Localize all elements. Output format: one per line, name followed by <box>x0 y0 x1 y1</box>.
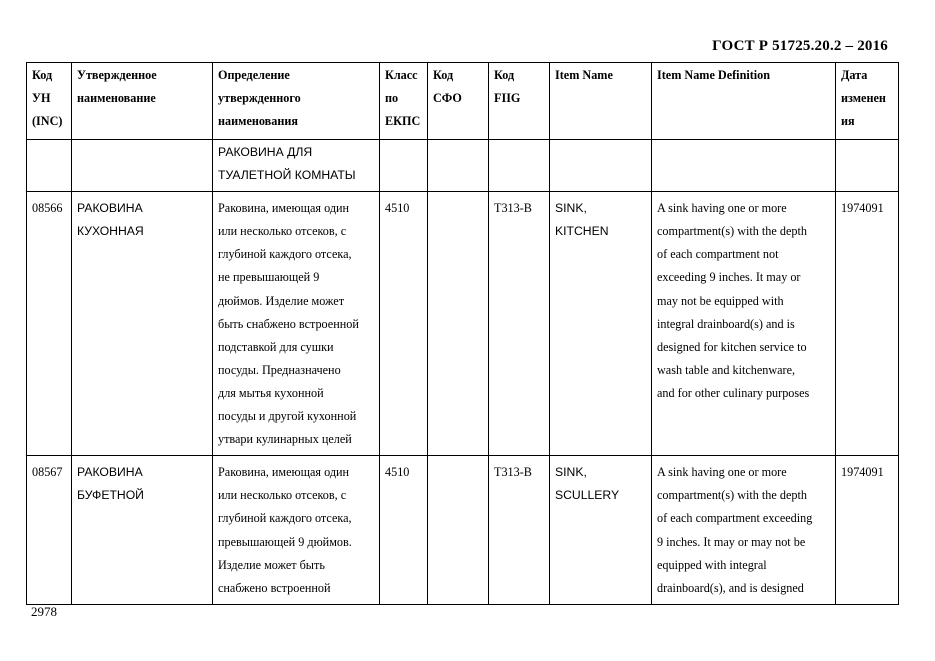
inc-code-cell: 08567 <box>27 456 72 605</box>
item-name-cell: SINK, SCULLERY <box>550 456 652 605</box>
table-header-row <box>27 63 899 140</box>
header-approved-name: Утвержденное наименование <box>72 63 213 140</box>
page-number: 2978 <box>31 604 57 619</box>
fiig-code-cell: T313-B <box>489 192 550 456</box>
header-item-name: Item Name <box>550 63 652 140</box>
table-cell <box>550 140 652 192</box>
header-inc-code: Код УН (INC) <box>27 63 72 140</box>
definition-cell: Раковина, имеющая один или несколько отсеков, с глубиной каждого отсека, не превышающей 9 дюймов. Изделие может быть снабжено встроенной подставкой для сушки посуды. Предназначено для мытья кухонной посуды и другой кухонной утвари кулинарных целей <box>213 192 380 456</box>
header-change-date: Дата изменен ия <box>836 63 899 140</box>
item-definition-cell: A sink having one or more compartment(s) with the depth of each compartment not exceeding 9 inches. It may or may not be equipped with integral drainboard(s) and is designed for kitchen service to wash table and kitchenware, and for other culinary purposes <box>652 192 836 456</box>
ekps-class-cell: 4510 <box>380 456 428 605</box>
header-item-name-definition: Item Name Definition <box>652 63 836 140</box>
document-title: ГОСТ Р 51725.20.2 – 2016 <box>712 38 888 54</box>
item-definition-cell: A sink having one or more compartment(s) with the depth of each compartment exceeding 9 inches. It may or may not be equipped with integral drainboard(s), and is designed <box>652 456 836 605</box>
inc-code-cell: 08566 <box>27 192 72 456</box>
definition-cell: Раковина, имеющая один или несколько отсеков, с глубиной каждого отсека, превышающей 9 дюймов. Изделие может быть снабжено встроенной <box>213 456 380 605</box>
table-row <box>27 140 899 192</box>
header-fiig-code: Код FIIG <box>489 63 550 140</box>
header-name-definition: Определение утвержденного наименования <box>213 63 380 140</box>
change-date-cell: 1974091 <box>836 192 899 456</box>
fiig-code-cell: T313-B <box>489 456 550 605</box>
sfo-code-cell <box>428 456 489 605</box>
table-row <box>27 192 899 456</box>
change-date-cell: 1974091 <box>836 456 899 605</box>
item-name-cell: SINK, KITCHEN <box>550 192 652 456</box>
sfo-code-cell <box>428 192 489 456</box>
table-cell <box>380 140 428 192</box>
table-row <box>27 456 899 605</box>
header-sfo-code: Код СФО <box>428 63 489 140</box>
table-cell <box>489 140 550 192</box>
ekps-class-cell: 4510 <box>380 192 428 456</box>
table-cell <box>652 140 836 192</box>
header-ekps-class: Класс по ЕКПС <box>380 63 428 140</box>
approved-name-cell: РАКОВИНА БУФЕТНОЙ <box>72 456 213 605</box>
approved-name-cell: РАКОВИНА КУХОННАЯ <box>72 192 213 456</box>
item-name-table <box>26 62 899 605</box>
table-cell <box>27 140 72 192</box>
table-cell <box>72 140 213 192</box>
table-cell: РАКОВИНА ДЛЯ ТУАЛЕТНОЙ КОМНАТЫ <box>213 140 380 192</box>
table-cell <box>836 140 899 192</box>
table-cell <box>428 140 489 192</box>
